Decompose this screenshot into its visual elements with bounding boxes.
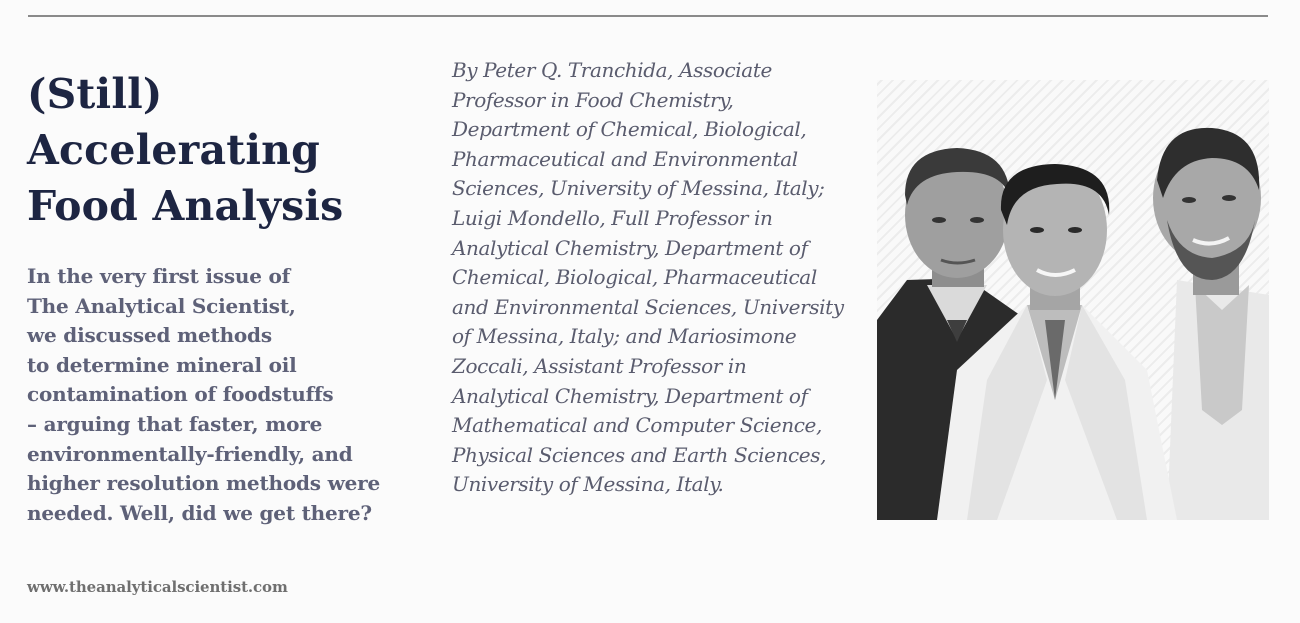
top-divider xyxy=(28,15,1268,17)
byline-line: Mathematical and Computer Science, xyxy=(452,413,822,438)
standfirst-line: In the very first issue of xyxy=(27,264,291,288)
person-right xyxy=(1153,128,1269,520)
byline-line: By Peter Q. Tranchida, Associate xyxy=(452,58,772,82)
byline-line: Physical Sciences and Earth Sciences, xyxy=(452,442,827,467)
byline-line: Luigi Mondello, Full Professor in xyxy=(452,205,773,230)
standfirst-line: needed. Well, did we get there? xyxy=(27,500,372,525)
standfirst-line: contamination of foodstuffs xyxy=(27,382,334,407)
authors-photo xyxy=(877,80,1269,520)
standfirst-line: The Analytical Scientist, xyxy=(27,293,296,318)
article-title xyxy=(27,66,417,234)
standfirst-line: higher resolution methods were xyxy=(27,471,380,496)
byline-line: Pharmaceutical and Environmental xyxy=(452,146,798,171)
standfirst-line: – arguing that faster, more xyxy=(27,411,323,436)
byline-line: Professor in Food Chemistry, xyxy=(452,87,734,112)
title-line: Accelerating xyxy=(27,126,321,174)
standfirst-line: to determine mineral oil xyxy=(27,352,297,377)
author-byline xyxy=(452,56,852,500)
byline-line: Sciences, University of Messina, Italy; xyxy=(452,176,825,201)
title-line: (Still) xyxy=(27,70,163,118)
site-url: www.theanalyticalscientist.com xyxy=(27,578,288,596)
authors-photo-illustration xyxy=(877,80,1269,520)
title-line: Food Analysis xyxy=(27,182,344,230)
byline-line: Department of Chemical, Biological, xyxy=(452,117,807,142)
byline-line: Analytical Chemistry, Department of xyxy=(452,235,808,260)
byline-line: Zoccali, Assistant Professor in xyxy=(452,353,747,378)
article-standfirst xyxy=(27,262,427,528)
byline-line: of Messina, Italy; and Mariosimone xyxy=(452,324,797,349)
byline-line: Chemical, Biological, Pharmaceutical xyxy=(452,265,817,290)
byline-line: University of Messina, Italy. xyxy=(452,472,724,497)
standfirst-line: environmentally-friendly, and xyxy=(27,441,353,466)
standfirst-line: we discussed methods xyxy=(27,323,272,348)
byline-line: and Environmental Sciences, University xyxy=(452,294,844,319)
byline-line: Analytical Chemistry, Department of xyxy=(452,383,808,408)
